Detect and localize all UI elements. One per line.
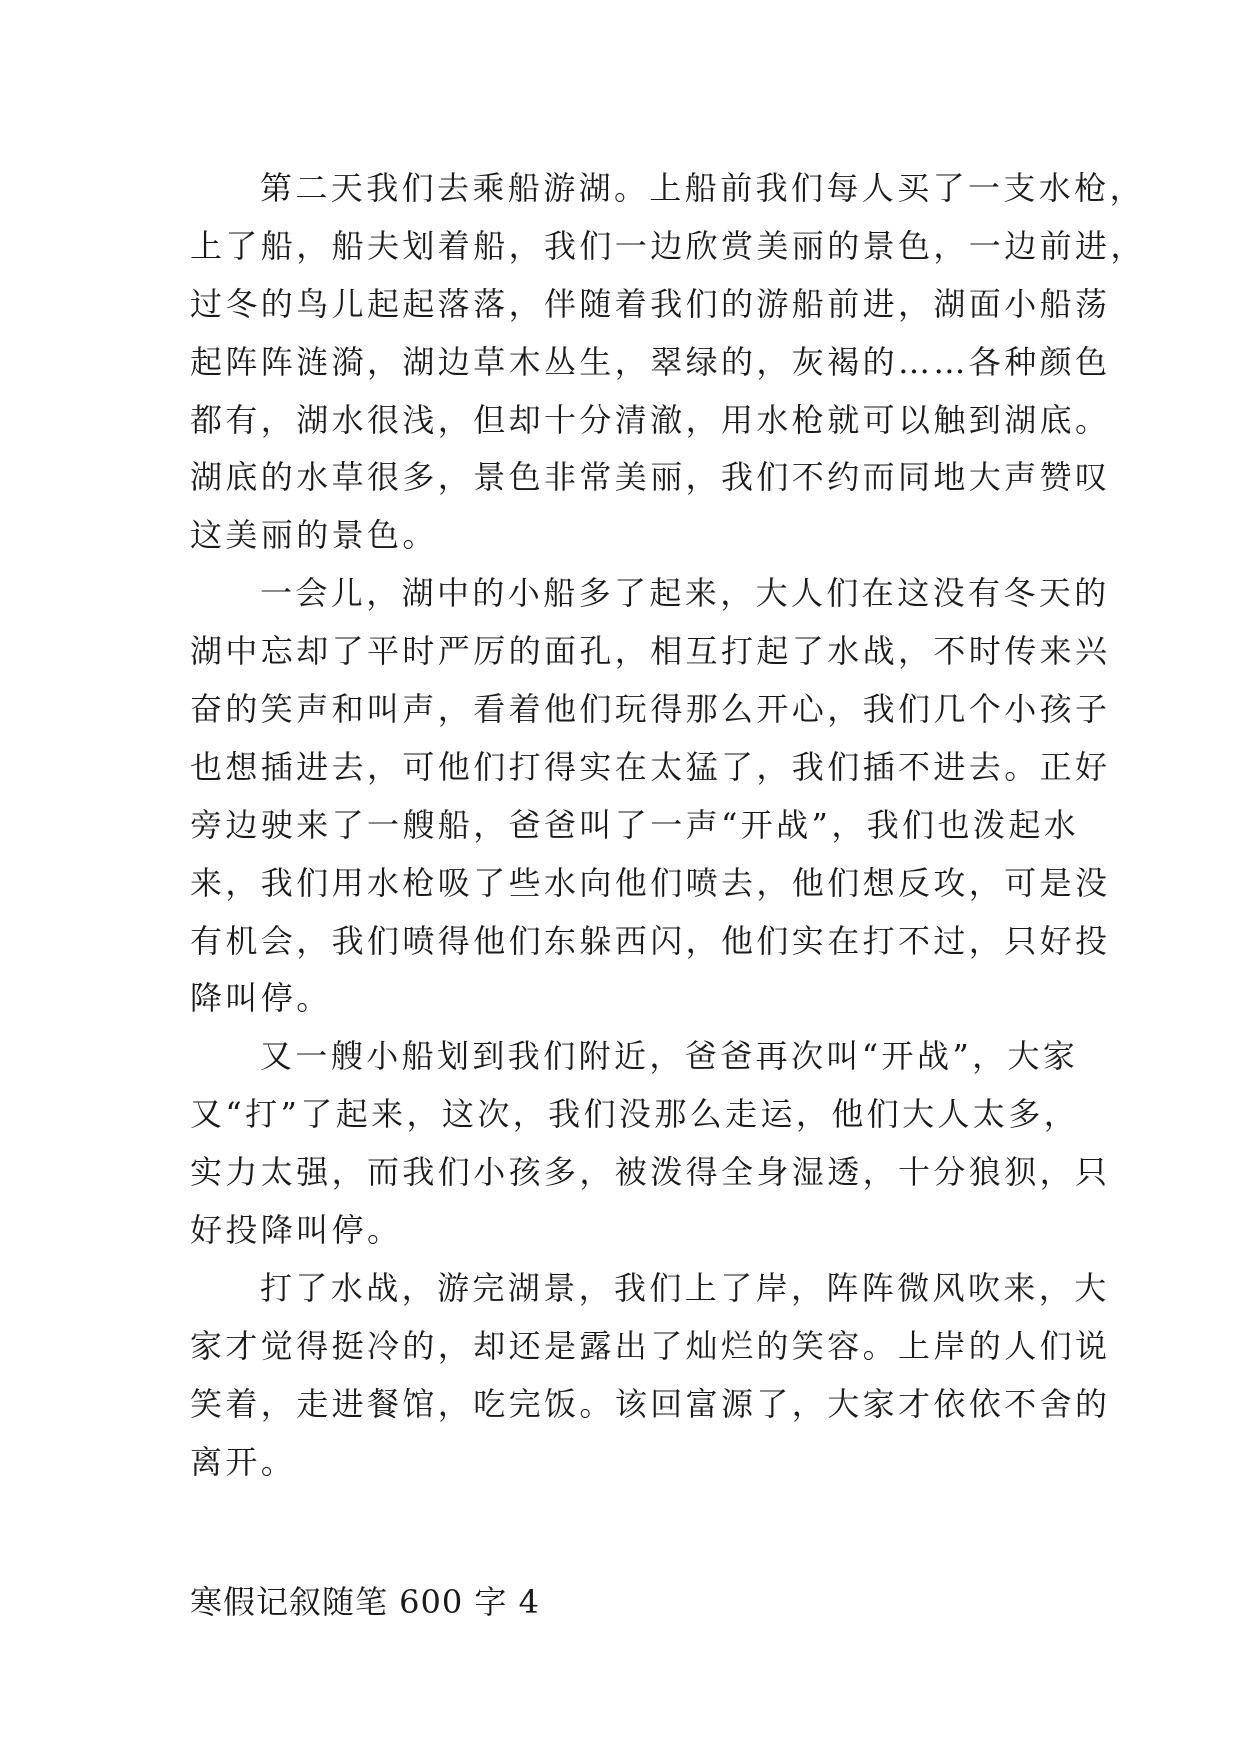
paragraph-line: 湖中忘却了平时严厉的面孔，相互打起了水战，不时传来兴 <box>190 632 1111 671</box>
paragraph-water-fight <box>190 565 1111 1028</box>
next-article-heading: 寒假记叙随笔 600 字 4 <box>190 1583 540 1621</box>
paragraph-line: 湖底的水草很多，景色非常美丽，我们不约而同地大声赞叹 <box>190 458 1111 497</box>
paragraph-line: 一会儿，湖中的小船多了起来，大人们在这没有冬天的 <box>260 574 1110 613</box>
paragraph-line: 起阵阵涟漪，湖边草木丛生，翠绿的，灰褐的……各种颜色 <box>190 342 1111 381</box>
paragraph-line: 过冬的鸟儿起起落落，伴随着我们的游船前进，湖面小船荡 <box>190 284 1111 323</box>
paragraph-line: 又“打”了起来，这次，我们没那么走运，他们大人太多， <box>190 1095 1080 1134</box>
paragraph-line: 有机会，我们喷得他们东躲西闪，他们实在打不过，只好投 <box>190 921 1111 960</box>
paragraph-line: 笑着，走进餐馆，吃完饭。该回富源了，大家才依依不舍的 <box>190 1384 1111 1423</box>
paragraph-going-ashore <box>190 1260 1111 1492</box>
paragraph-line: 也想插进去，可他们打得实在太猛了，我们插不进去。正好 <box>190 747 1111 786</box>
paragraph-line: 离开。 <box>190 1442 297 1481</box>
paragraph-line: 降叫停。 <box>190 979 332 1018</box>
paragraph-line: 这美丽的景色。 <box>190 516 438 555</box>
paragraph-line: 奋的笑声和叫声，看着他们玩得那么开心，我们几个小孩子 <box>190 690 1111 729</box>
paragraph-line: 旁边驶来了一艘船，爸爸叫了一声“开战”，我们也泼起水 <box>190 805 1080 844</box>
paragraph-second-fight <box>190 1028 1111 1260</box>
paragraph-line: 又一艘小船划到我们附近，爸爸再次叫“开战”，大家 <box>260 1037 1079 1076</box>
paragraph-line: 来，我们用水枪吸了些水向他们喷去，他们想反攻，可是没 <box>190 863 1111 902</box>
paragraph-line: 都有，湖水很浅，但却十分清澈，用水枪就可以触到湖底。 <box>190 400 1111 439</box>
paragraph-line: 好投降叫停。 <box>190 1211 403 1250</box>
paragraph-line: 实力太强，而我们小孩多，被泼得全身湿透，十分狼狈，只 <box>190 1153 1111 1192</box>
paragraph-line: 上了船，船夫划着船，我们一边欣赏美丽的景色，一边前进， <box>190 226 1146 265</box>
paragraph-line: 第二天我们去乘船游湖。上船前我们每人买了一支水枪， <box>260 169 1146 207</box>
paragraph-line: 打了水战，游完湖景，我们上了岸，阵阵微风吹来，大 <box>260 1268 1110 1307</box>
paragraph-line: 家才觉得挺冷的，却还是露出了灿烂的笑容。上岸的人们说 <box>190 1326 1111 1365</box>
paragraph-boat-trip <box>190 160 1146 565</box>
article-body <box>190 160 1146 1491</box>
